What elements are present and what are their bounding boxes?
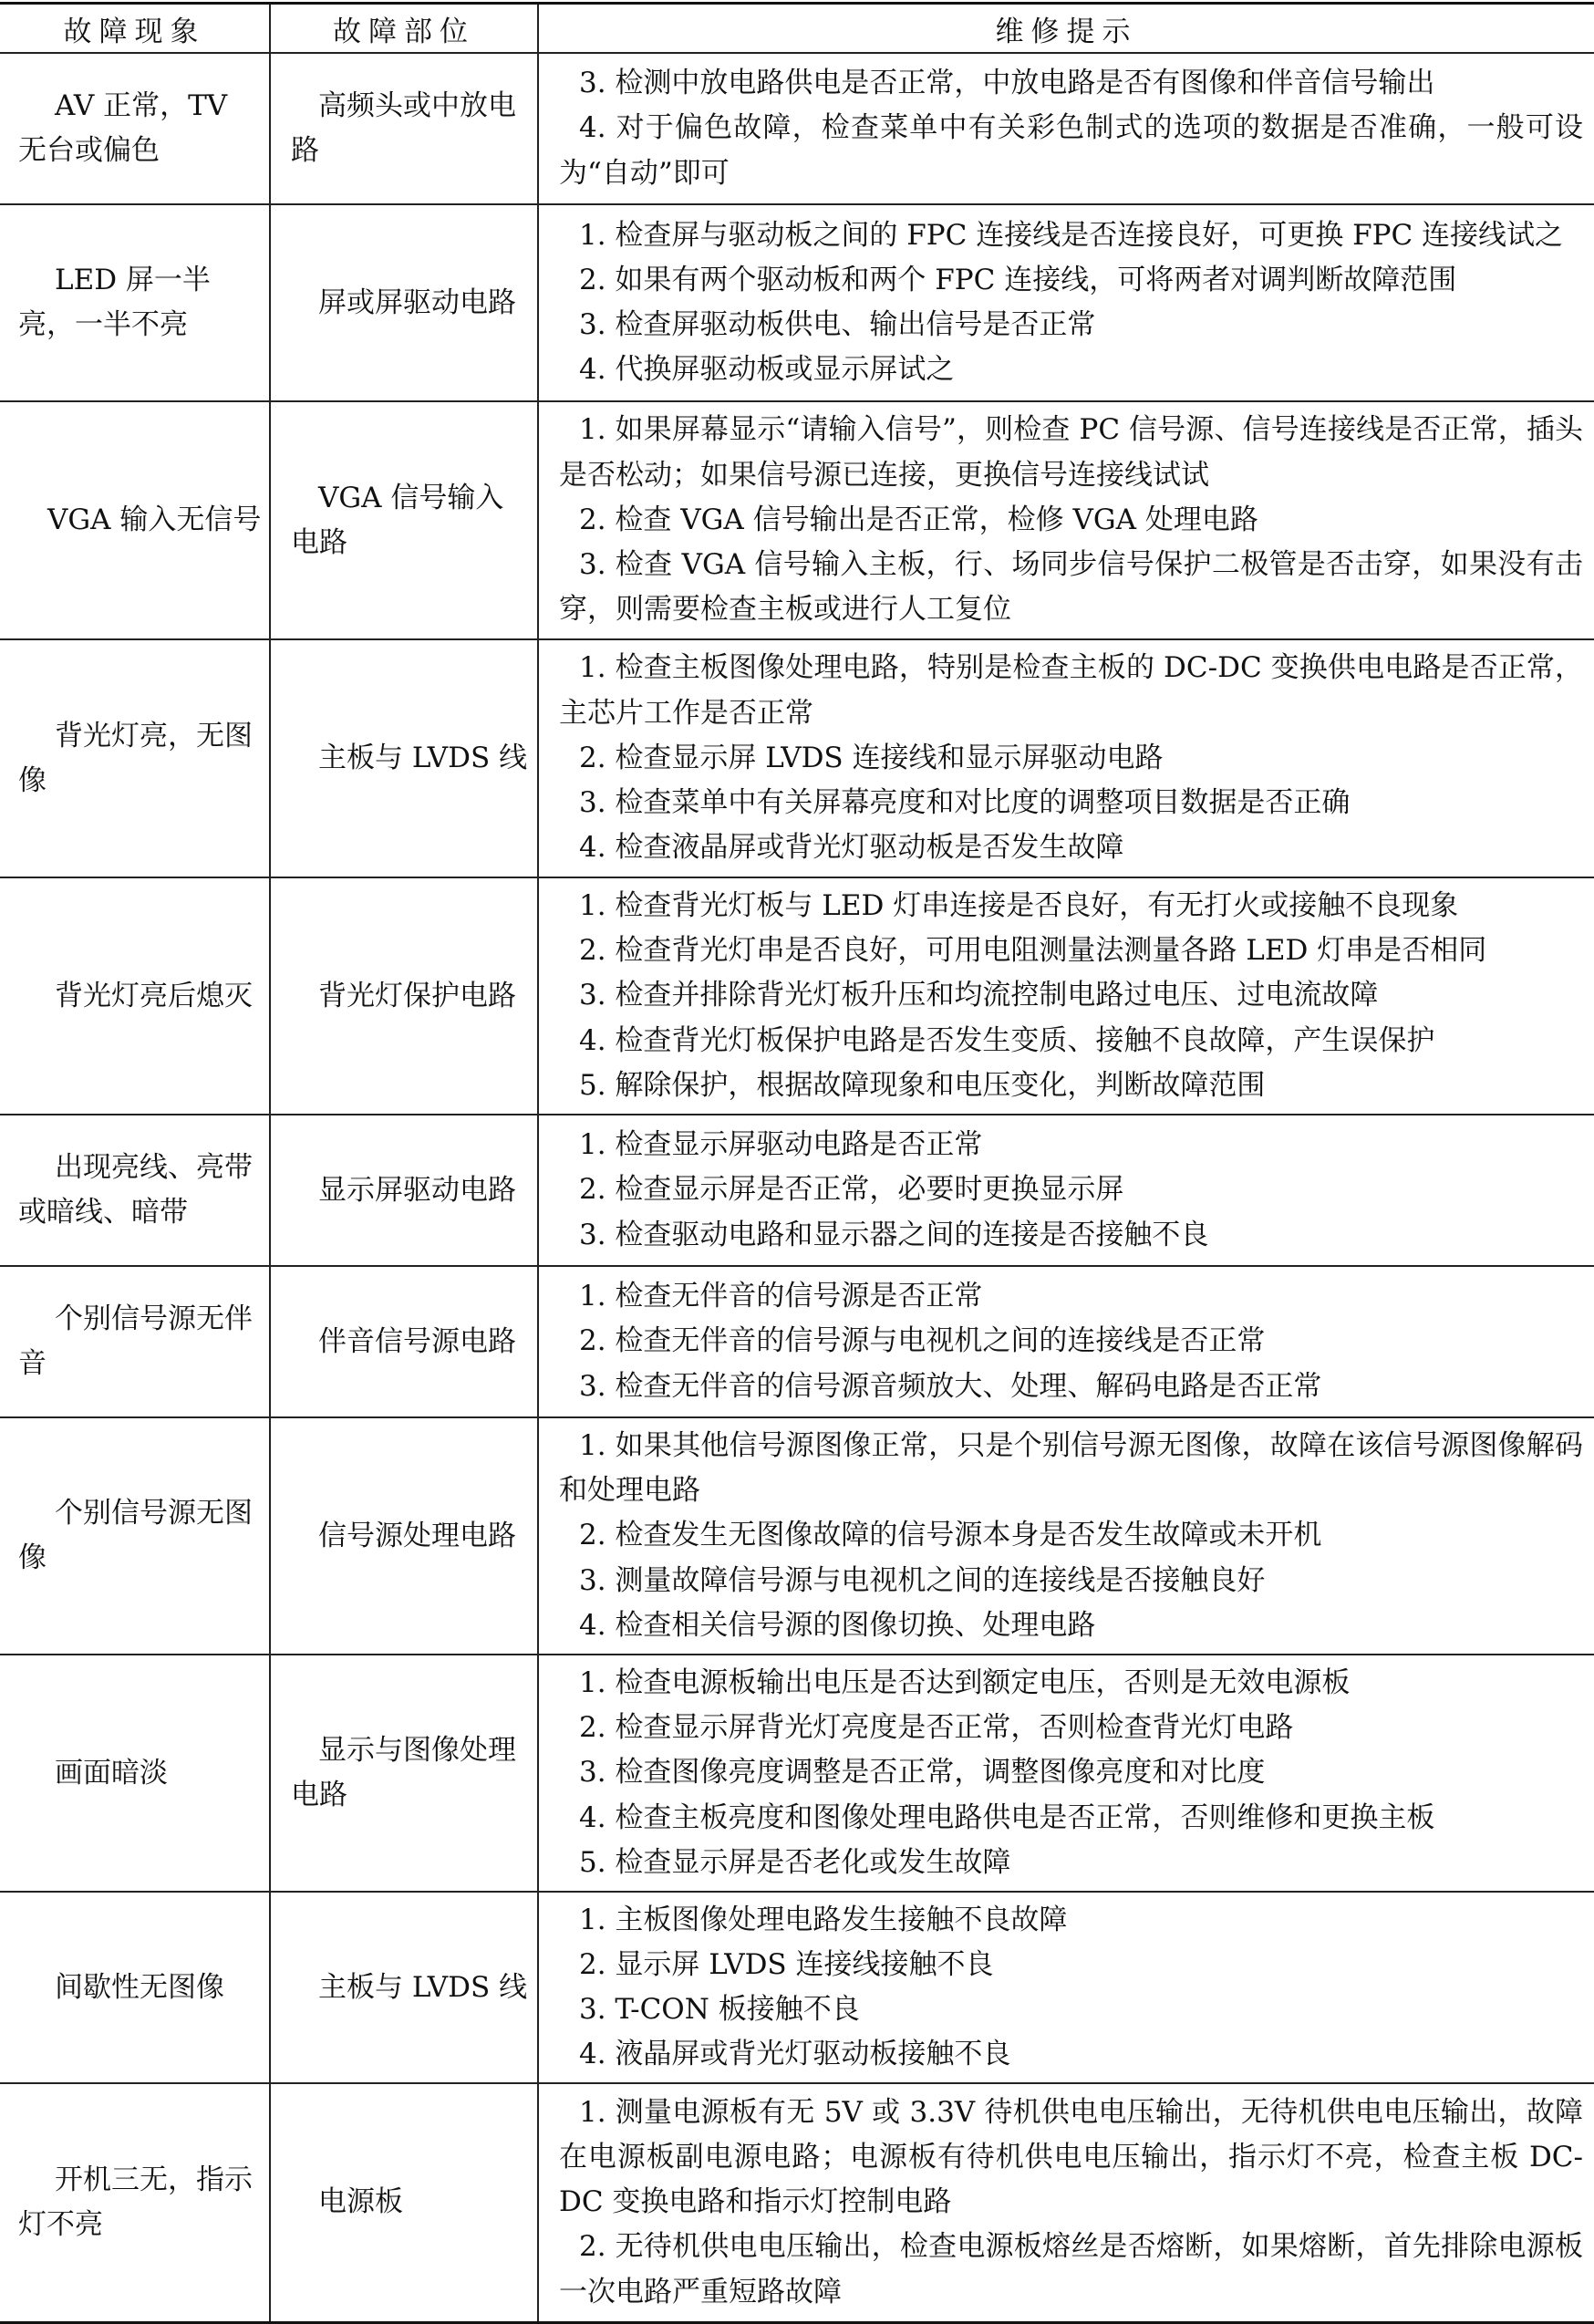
fault-symptom: 个别信号源无伴音 [0,1266,270,1417]
repair-tip: 1. 检查无伴音的信号源是否正常 [579,1280,983,1313]
fault-location: 背光灯保护电路 [270,877,538,1115]
repair-tip: 5. 检查显示屏是否老化或发生故障 [579,1845,1011,1879]
repair-tip: 1. 测量电源板有无 5V 或 3.3V 待机供电电压输出，无待机供电电压输出，故障在电源板副电源电路；电源板有待机供电电压输出，指示灯不亮，检查主板 DC-DC 变换电路和指示灯控制电路 [559,2095,1583,2219]
table-row [0,877,1594,1115]
header-tips: 维修提示 [538,4,1594,54]
fault-symptom: 背光灯亮后熄灭 [0,877,270,1115]
repair-tip: 1. 如果其他信号源图像正常，只是个别信号源无图像，故障在该信号源图像解码和处理电路 [559,1428,1583,1508]
table-row [0,2083,1594,2322]
repair-tip: 4. 代换屏驱动板或显示屏试之 [579,353,955,387]
table-row [0,639,1594,877]
fault-location: 屏或屏驱动电路 [270,204,538,401]
fault-symptom: AV 正常，TV 无台或偏色 [0,53,270,204]
header-symptom: 故障现象 [0,4,270,54]
repair-tip: 1. 如果屏幕显示“请输入信号”，则检查 PC 信号源、信号连接线是否正常，插头是否松动；如果信号源已连接，更换信号连接线试试 [559,413,1583,492]
repair-tips [538,1115,1594,1266]
repair-tip: 3. T-CON 板接触不良 [579,1993,860,2026]
repair-tips [538,1417,1594,1655]
repair-tip: 2. 检查显示屏是否正常，必要时更换显示屏 [579,1173,1124,1207]
repair-tip: 3. 检查无伴音的信号源音频放大、处理、解码电路是否正常 [579,1369,1322,1403]
repair-tips [538,53,1594,204]
repair-tip: 2. 检查显示屏 LVDS 连接线和显示屏驱动电路 [579,741,1164,774]
repair-tip: 2. 检查显示屏背光灯亮度是否正常，否则检查背光灯电路 [579,1711,1294,1745]
repair-tip: 3. 测量故障信号源与电视机之间的连接线是否接触良好 [579,1563,1266,1597]
repair-tips [538,401,1594,639]
repair-tips [538,2083,1594,2322]
header-row [0,4,1594,54]
repair-tip: 2. 检查 VGA 信号输出是否正常，检修 VGA 处理电路 [579,503,1258,536]
fault-table [0,2,1594,2324]
fault-location: 显示屏驱动电路 [270,1115,538,1266]
repair-tips [538,1892,1594,2083]
fault-location: 伴音信号源电路 [270,1266,538,1417]
repair-tips [538,204,1594,401]
repair-tip: 3. 检查图像亮度调整是否正常，调整图像亮度和对比度 [579,1756,1266,1790]
repair-tip: 4. 对于偏色故障，检查菜单中有关彩色制式的选项的数据是否准确，一般可设为“自动”即可 [559,111,1583,190]
repair-tip: 2. 检查发生无图像故障的信号源本身是否发生故障或未开机 [579,1519,1322,1552]
repair-tips [538,877,1594,1115]
repair-tip: 1. 检查电源板输出电压是否达到额定电压，否则是无效电源板 [579,1665,1351,1699]
table-row [0,1655,1594,1892]
fault-location: 主板与 LVDS 线 [270,1892,538,2083]
repair-tip: 4. 检查背光灯板保护电路是否发生变质、接触不良故障，产生误保护 [579,1023,1435,1057]
fault-symptom: 背光灯亮，无图像 [0,639,270,877]
repair-tip: 4. 检查主板亮度和图像处理电路供电是否正常，否则维修和更换主板 [579,1800,1435,1834]
repair-tips [538,1655,1594,1892]
fault-location: VGA 信号输入电路 [270,401,538,639]
repair-tip: 2. 显示屏 LVDS 连接线接触不良 [579,1947,994,1981]
repair-tip: 3. 检查菜单中有关屏幕亮度和对比度的调整项目数据是否正确 [579,786,1351,820]
table-row [0,1892,1594,2083]
repair-tip: 3. 检查 VGA 信号输入主板，行、场同步信号保护二极管是否击穿，如果没有击穿，则需要检查主板或进行人工复位 [559,548,1583,627]
repair-tip: 4. 检查液晶屏或背光灯驱动板是否发生故障 [579,831,1124,865]
repair-tip: 1. 检查主板图像处理电路，特别是检查主板的 DC-DC 变换供电电路是否正常，主芯片工作是否正常 [559,651,1583,730]
table-row [0,1115,1594,1266]
repair-tip: 2. 检查背光灯串是否良好，可用电阻测量法测量各路 LED 灯串是否相同 [579,934,1487,968]
fault-location: 高频头或中放电路 [270,53,538,204]
repair-tip: 2. 如果有两个驱动板和两个 FPC 连接线，可将两者对调判断故障范围 [579,263,1457,296]
fault-location: 显示与图像处理电路 [270,1655,538,1892]
table-row [0,204,1594,401]
repair-tip: 1. 主板图像处理电路发生接触不良故障 [579,1903,1068,1936]
repair-tip: 3. 检查屏驱动板供电、输出信号是否正常 [579,308,1096,341]
fault-location: 电源板 [270,2083,538,2322]
fault-symptom: 个别信号源无图像 [0,1417,270,1655]
table-row [0,53,1594,204]
fault-location: 主板与 LVDS 线 [270,639,538,877]
repair-tip: 5. 解除保护，根据故障现象和电压变化，判断故障范围 [579,1068,1266,1102]
repair-tips [538,639,1594,877]
fault-symptom: 出现亮线、亮带或暗线、暗带 [0,1115,270,1266]
repair-tip: 4. 液晶屏或背光灯驱动板接触不良 [579,2038,1011,2071]
repair-tips [538,1266,1594,1417]
header-location: 故障部位 [270,4,538,54]
repair-tip: 3. 检查并排除背光灯板升压和均流控制电路过电压、过电流故障 [579,979,1379,1012]
table-row [0,1417,1594,1655]
repair-tip: 1. 检查显示屏驱动电路是否正常 [579,1128,983,1162]
repair-tip: 3. 检查驱动电路和显示器之间的连接是否接触不良 [579,1218,1209,1251]
fault-symptom: 开机三无，指示灯不亮 [0,2083,270,2322]
repair-tip: 3. 检测中放电路供电是否正常，中放电路是否有图像和伴音信号输出 [579,67,1435,100]
repair-tip: 2. 检查无伴音的信号源与电视机之间的连接线是否正常 [579,1324,1266,1358]
repair-tip: 4. 检查相关信号源的图像切换、处理电路 [579,1608,1096,1642]
fault-symptom: 画面暗淡 [0,1655,270,1892]
fault-symptom: LED 屏一半亮，一半不亮 [0,204,270,401]
repair-tip: 1. 检查屏与驱动板之间的 FPC 连接线是否连接良好，可更换 FPC 连接线试之 [579,218,1564,252]
repair-tip: 1. 检查背光灯板与 LED 灯串连接是否良好，有无打火或接触不良现象 [579,888,1459,922]
repair-tip: 2. 无待机供电电压输出，检查电源板熔丝是否熔断，如果熔断，首先排除电源板一次电路严重短路故障 [559,2230,1583,2308]
fault-symptom: 间歇性无图像 [0,1892,270,2083]
table-row [0,401,1594,639]
fault-symptom: VGA 输入无信号 [0,401,270,639]
fault-location: 信号源处理电路 [270,1417,538,1655]
table-row [0,1266,1594,1417]
